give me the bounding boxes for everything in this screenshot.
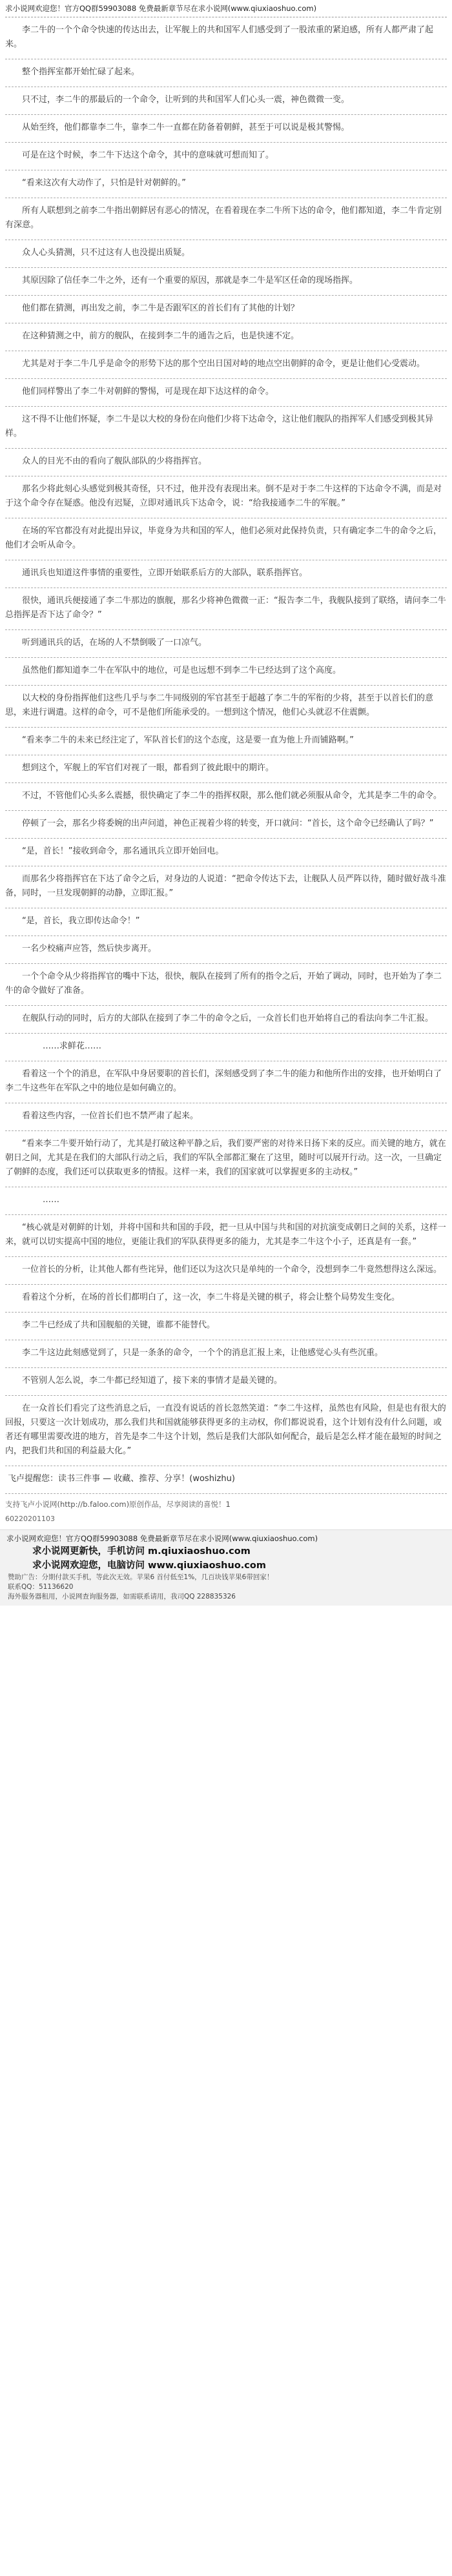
paragraph: “看来这次有大动作了，只怕是针对朝鲜的。”: [5, 170, 447, 198]
sponsor-ad-text: 赞助广告：分期付款买手机，等此次无效。苹果6 首付低至1%，几百块钱苹果6带回家！: [8, 1573, 274, 1581]
paragraph: “是，首长！”接收到命令，那名通讯兵立即开始回电。: [5, 839, 447, 866]
paragraph: 一个个命令从少将指挥官的嘴中下达，很快，舰队在接到了所有的指令之后，开始了调动，同时，也开始为了李二牛的命令做好了准备。: [5, 964, 447, 1006]
hosting-notice: 海外服务器租用，小说网查询服务器，如需联系请用，我司QQ 228835326: [8, 1593, 236, 1600]
support-prefix: 支持飞卢小说网(: [5, 1500, 60, 1509]
paragraph: 李二牛这边此刻感觉到了，只是一条条的命令，一个个的消息汇报上来，让他感觉心头有些沉重。: [5, 1340, 447, 1368]
faloo-support-line: [0, 1494, 452, 1509]
section-separator: ……求鲜花……: [5, 1034, 447, 1061]
paragraph: 李二牛已经成了共和国舰船的关键，谁都不能替代。: [5, 1313, 447, 1340]
paragraph: 想到这个，军舰上的军官们对视了一眼，都看到了彼此眼中的期许。: [5, 755, 447, 783]
paragraph: 而那名少将指挥官在下达了命令之后，对身边的人说道：“把命令传达下去，让舰队人员严阵以待，随时做好战斗准备，同时，一旦发现朝鲜的动静，立即汇报。”: [5, 866, 447, 908]
paragraph: “是，首长，我立即传达命令！”: [5, 908, 447, 936]
paragraph: 可是在这个时候，李二牛下达这个命令，其中的意味就可想而知了。: [5, 143, 447, 170]
paragraph: 在这种猜测之中，前方的舰队，在接到李二牛的通告之后，也是快速不定。: [5, 323, 447, 351]
paragraph: “看来李二牛要开始行动了，尤其是打破这种平静之后，我们要严密的对待米日扬下来的反应。而关键的地方，就在朝日之间，尤其是在我们的大部队行动之后，我们的军队全部都汇聚在了这里，随时可以展开行动。这一次，一旦确定了朝鲜的态度，我们还可以获取更多的情报。这样一来，我们的国家就可以掌握更多的主动权。”: [5, 1131, 447, 1187]
paragraph: 听到通讯兵的话，在场的人不禁倒吸了一口凉气。: [5, 630, 447, 658]
paragraph: 在舰队行动的同时，后方的大部队在接到了李二牛的命令之后，一众首长们也开始将自己的看法向李二牛汇报。: [5, 1006, 447, 1034]
chapter-content: [0, 17, 452, 1494]
site-welcome-banner: 求小说网欢迎您！官方QQ群59903088 免费最新章节尽在求小说网(www.qiuxiaoshuo.com): [5, 4, 317, 13]
paragraph: “看来李二牛的未来已经注定了，军队首长们的这个态度，这是要一直为他上升而铺路啊。”: [5, 728, 447, 755]
paragraph: 很快，通讯兵便接通了李二牛那边的旗舰，那名少将神色微微一正：“报告李二牛，我舰队接到了联络，请问李二牛总指挥是否下达了命令？”: [5, 588, 447, 630]
reader-reminder: 飞卢提醒您：读书三件事 — 收藏、推荐、分享！(woshizhu): [5, 1466, 447, 1494]
paragraph: 一名少校痛声应答，然后快步离开。: [5, 936, 447, 964]
paragraph: 众人的目光不由的看向了舰队部队的少将指挥官。: [5, 449, 447, 476]
faloo-link[interactable]: http://b.faloo.com: [60, 1500, 127, 1509]
paragraph: 不管别人怎么说，李二牛都已经知道了，接下来的事情才是最关键的。: [5, 1368, 447, 1396]
paragraph: 那名少将此刻心头感觉到极其奇怪，只不过，他并没有表现出来。倒不是对于李二牛这样的下达命令不满，而是对于这个命令存在疑惑。他没有迟疑，立即对通讯兵下达命令，说：“给我接通李二牛的军舰。”: [5, 476, 447, 518]
paragraph: 他们同样警出了李二牛对朝鲜的警惕，可是现在却下达这样的命令。: [5, 379, 447, 407]
paragraph: 在一众首长们看完了这些消息之后，一直没有说话的首长忽然笑道：“李二牛这样，虽然也有风险，但是也有很大的回报，只要这一次计划成功，那么我们共和国就能够获得更多的主动权，你们都说说看，这个计划有没有什么问题，或者还有哪里需要改进的地方，首先是李二牛这个计划，然后是我们大部队如何配合，最后是怎么样才能在最短的时间之内，把我们共和国的利益最大化。”: [5, 1396, 447, 1466]
paragraph: “核心就是对朝鲜的计划，并将中国和共和国的手段，把一旦从中国与共和国的对抗演变成朝日之间的关系，这样一来，就可以切实提高中国的地位，更能让我们的军队获得更多的能力，尤其是李二牛这个小子，还真是有一套。”: [5, 1215, 447, 1257]
paragraph: 这不得不让他们怀疑，李二牛是以大校的身份在向他们少将下达命令，这让他们舰队的指挥军人们感受到极其异样。: [5, 407, 447, 449]
paragraph: 只不过，李二牛的那最后的一个命令，让听到的共和国军人们心头一震，神色微微一变。: [5, 87, 447, 115]
site-footer: [0, 1529, 452, 1606]
paragraph: 不过，不管他们心头多么震撼，很快确定了李二牛的指挥权限，那么他们就必须服从命令，尤其是李二牛的命令。: [5, 783, 447, 811]
paragraph: 李二牛的一个个命令快速的传达出去，让军舰上的共和国军人们感受到了一股浓重的紧迫感，所有人都严肃了起来。: [5, 17, 447, 59]
feedback-contact: 联系QQ：51136620: [8, 1583, 74, 1591]
paragraph: 通讯兵也知道这件事情的重要性，立即开始联系后方的大部队，联系指挥官。: [5, 560, 447, 588]
paragraph: 一位首长的分析，让其他人都有些诧异，他们还以为这次只是单纯的一个命令，没想到李二牛竟然想得这么深远。: [5, 1257, 447, 1285]
paragraph: 在场的军官都没有对此提出异议，毕竟身为共和国的军人，他们必须对此保持负责，只有确定李二牛的命令之后，他们才会听从命令。: [5, 518, 447, 560]
support-suffix: )原创作品，尽享阅读的喜悦！1: [126, 1500, 231, 1509]
footer-welcome: 求小说网欢迎您！官方QQ群59903088 免费最新章节尽在求小说网(www.qiuxiaoshuo.com): [6, 1534, 318, 1543]
paragraph: 所有人联想到之前李二牛指出朝鲜居有恶心的情况，在看着现在李二牛所下达的命令，他们都知道，李二牛肯定别有深意。: [5, 198, 447, 240]
paragraph: 众人心头猜测，只不过这有人也没提出质疑。: [5, 240, 447, 268]
paragraph: 其原因除了信任李二牛之外，还有一个重要的原因，那就是李二牛是军区任命的现场指挥。: [5, 268, 447, 296]
section-separator: ……: [5, 1187, 447, 1215]
pc-access-link[interactable]: 求小说网欢迎您，电脑访问 www.qiuxiaoshuo.com: [32, 1560, 266, 1571]
paragraph: 看着这一个个的消息，在军队中身居要职的首长们，深刻感受到了李二牛的能力和他所作出的安排，也开始明白了李二牛这些年在军队之中的地位是如何确立的。: [5, 1061, 447, 1103]
paragraph: 以大校的身份指挥他们这些几乎与李二牛同级别的军官甚至于超越了李二牛的军衔的少将，甚至于以首长们的意思，来进行调遣。这样的命令，可不是他们所能承受的。一想到这个情况，他们心头就忍不住震颤。: [5, 686, 447, 728]
paragraph: 虽然他们都知道李二牛在军队中的地位，可是也远想不到李二牛已经达到了这个高度。: [5, 658, 447, 686]
paragraph: 停顿了一会，那名少将委婉的出声问道，神色正视着少将的转变，开口就问：“首长，这个命令已经确认了吗？”: [5, 811, 447, 839]
paragraph: 看着这个分析，在场的首长们都明白了，这一次，李二牛将是关键的棋子，将会让整个局势发生变化。: [5, 1285, 447, 1313]
paragraph: 看着这些内容，一位首长们也不禁严肃了起来。: [5, 1103, 447, 1131]
paragraph: 从始至终，他们都靠李二牛，靠李二牛一直都在防备着朝鲜，甚至于可以说是极其警惕。: [5, 115, 447, 143]
paragraph: 尤其是对于李二牛几乎是命令的形势下达的那个空出日国对峙的地点空出朝鲜的命令，更是让他们心受震动。: [5, 351, 447, 379]
paragraph: 整个指挥室都开始忙碌了起来。: [5, 59, 447, 87]
paragraph: 他们都在猜测，再出发之前，李二牛是否跟军区的首长们有了其他的计划？: [5, 296, 447, 323]
mobile-access-link[interactable]: 求小说网更新快，手机访问 m.qiuxiaoshuo.com: [32, 1546, 251, 1557]
document-id: 60220201103: [5, 1515, 55, 1523]
